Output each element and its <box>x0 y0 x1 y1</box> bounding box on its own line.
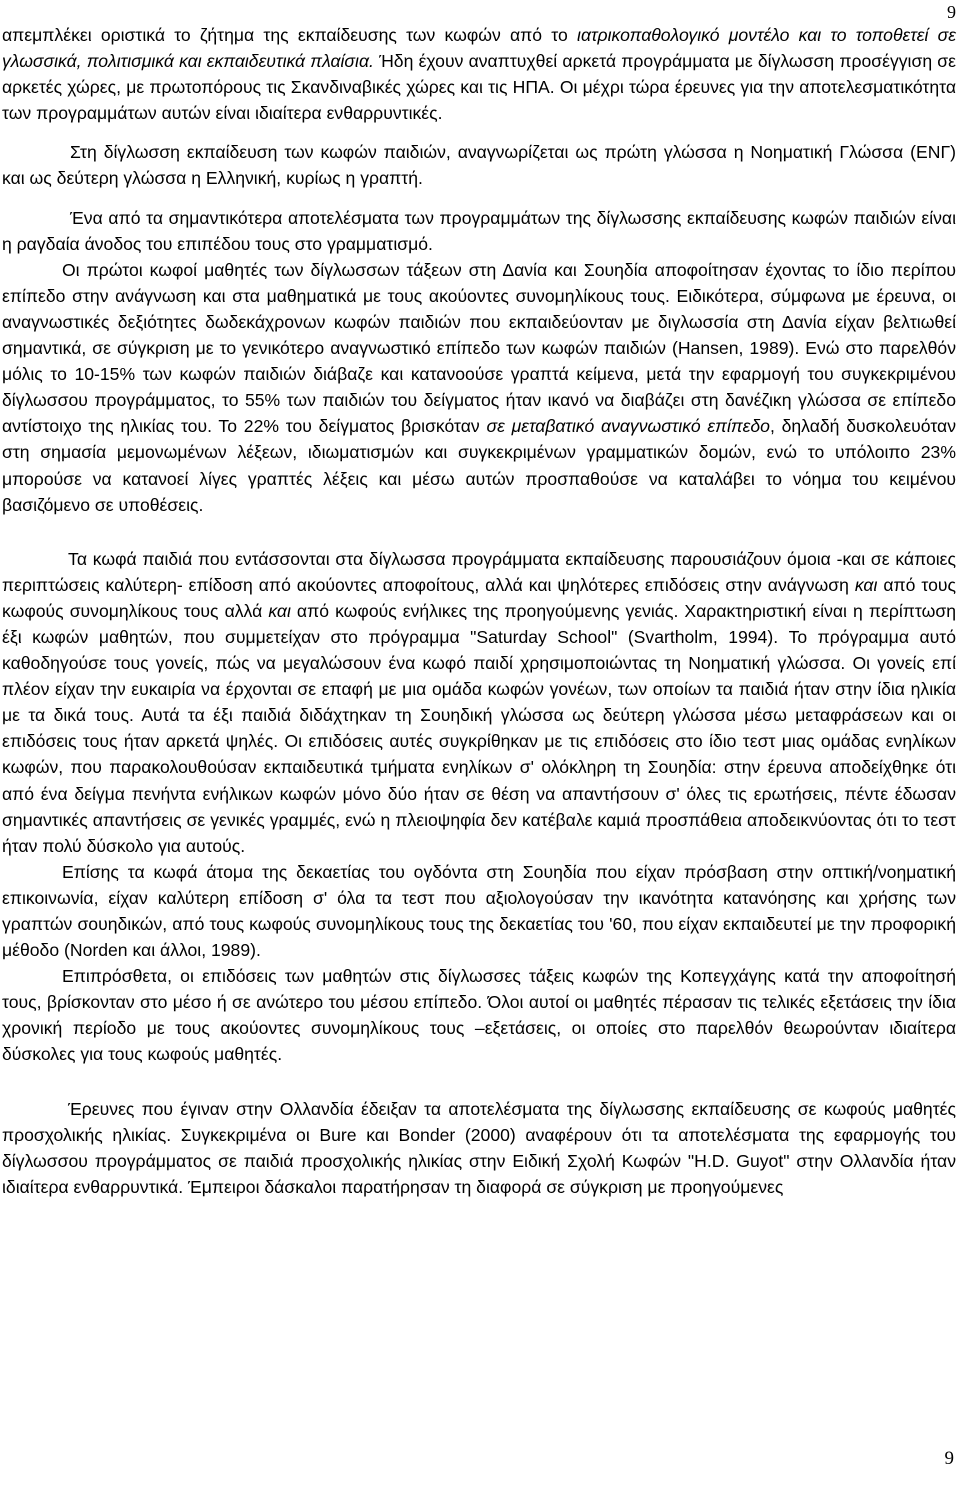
paragraph-5-text-c: από κωφούς ενήλικες της προηγούμενης γενιάς. Χαρακτηριστική είναι η περίπτωση έξι κωφών μαθητών, που συμμετείχαν στο πρόγραμμα "Saturday School" (Svartholm, 1994). Το πρόγραμμα αυτό καθοδηγούσε τους γονείς, πώς να μεγαλώσουν ένα κωφό παιδί χρησιμοποιώντας τη Νοηματική γλώσσα. Οι γονείς επί πλέον είχαν την ευκαιρία να έρχονται σε επαφή με μια ομάδα κωφών γονέων, των οποίων τα παιδιά ήταν στην ίδια ηλικία με τα δικά τους. Αυτά τα έξι παιδιά διδάχτηκαν τη Σουηδική γλώσσα ως δεύτερη γλώσσα μέσω μεταφράσεων και οι επιδόσεις τους ήταν αρκετά ψηλές. Οι επιδόσεις αυτές συγκρίθηκαν με τις επιδόσεις στο ίδιο τεστ μιας ομάδας ενηλίκων κωφών, που παρακολουθούσαν εκπαιδευτικά τμήματα ενηλίκων σ' ολόκληρη τη Σουηδία: στην έρευνα αποδείχθηκε ότι από ένα δείγμα πενήντα ενήλικων κωφών μόνο δύο ήταν σε θέση να απαντήσουν σ' όλες τις ερωτήσεις, πέντε έδωσαν σημαντικές απαντήσεις σε γενικές γραμμές, ενώ η πλειοψηφία δεν κατέβαλε καμιά προσπάθεια αποδεικνύοντας ότι το τεστ ήταν πολύ δύσκολο για αυτούς. <box>2 600 956 856</box>
paragraph-8: Έρευνες που έγιναν στην Ολλανδία έδειξαν τα αποτελέσματα της δίγλωσσης εκπαίδευσης σε κωφούς μαθητές προσχολικής ηλικίας. Συγκεκριμένα οι Bure και Bonder (2000) αναφέρουν ότι τα αποτελέσματα της εφαρμογής του δίγλωσσου προγράμματος σε παιδιά προσχολικής ηλικίας στην Ειδική Σχολή Κωφών "H.D. Guyot" στην Ολλανδία ήταν ιδιαίτερα ενθαρρυντικά. Έμπειροι δάσκαλοι παρατήρησαν τη διαφορά σε σύγκριση με προηγούμενες <box>2 1098 956 1197</box>
paragraph-5-text-a: Τα κωφά παιδιά που εντάσσονται στα δίγλωσσα προγράμματα εκπαίδευσης παρουσιάζουν όμοια -και σε κάποιες περιπτώσεις καλύτερη- επίδοση από ακούοντες αποφοίτους, αλλά και ψηλότερες επιδόσεις στην ανάγνωση <box>2 548 956 595</box>
page-number-top: 9 <box>947 2 956 22</box>
paragraph-5-text-b: από τους κωφούς συνομηλίκους τους αλλά <box>2 574 956 621</box>
paragraph-7: Επιπρόσθετα, οι επιδόσεις των μαθητών στις δίγλωσσες τάξεις κωφών της Κοπεγχάγης κατά την αποφοίτησή τους, βρίσκονταν στο μέσο ή σε ανώτερο του μέσου επίπεδο. Όλοι αυτοί οι μαθητές πέρασαν τις τελικές εξετάσεις την ίδια χρονική περίοδο με τους ακούοντες συνομηλίκους τους –εξετάσεις, οι οποίες στο παρελθόν θεωρούνταν ιδιαίτερα δύσκολες για τους κωφούς μαθητές. <box>2 966 956 1065</box>
paragraph-4-emphasis: σε μεταβατικό αναγνωστικό επίπεδο <box>486 416 770 437</box>
paragraph-5-emphasis-1: και <box>854 574 878 595</box>
paragraph-4-text-b: , δηλαδή δυσκολευόταν στη σημασία μεμονωμένων λέξεων, ιδιωματισμών και συγκεκριμένων γραμματικών δομών, ενώ το υπόλοιπο 23% μπορούσε να κατανοεί λίγες γραπτές λέξεις και μέσω αυτών προσπαθούσε να καταλάβει το νόημα του κειμένου βασιζόμενο σε υποθέσεις. <box>2 416 956 515</box>
paragraph-1 <box>2 22 956 126</box>
paragraph-5-emphasis-2: και <box>268 600 291 621</box>
paragraph-5 <box>2 546 956 859</box>
page-number-bottom: 9 <box>944 1448 954 1469</box>
paragraph-4 <box>2 257 956 518</box>
paragraph-1-text-a: απεμπλέκει οριστικά το ζήτημα της εκπαίδευσης των κωφών από το <box>2 25 578 45</box>
paragraph-2: Στη δίγλωσση εκπαίδευση των κωφών παιδιών, αναγνωρίζεται ως πρώτη γλώσσα η Νοηματική Γλώσσα (ΕΝΓ) και ως δεύτερη γλώσσα η Ελληνική, κυρίως η γραπτή. <box>2 142 956 189</box>
paragraph-1-text-b: Ήδη έχουν αναπτυχθεί αρκετά προγράμματα με δίγλωσση προσέγγιση σε αρκετές χώρες, με πρωτοπόρους τις Σκανδιναβικές χώρες και τις ΗΠΑ. Οι μέχρι τώρα έρευνες για την αποτελεσματικότητα των προγραμμάτων αυτών είναι ιδιαίτερα ενθαρρυντικές. <box>2 51 957 124</box>
paragraph-3: Ένα από τα σημαντικότερα αποτελέσματα των προγραμμάτων της δίγλωσσης εκπαίδευσης κωφών παιδιών είναι η ραγδαία άνοδος του επιπέδου τους στο γραμματισμό. <box>2 207 956 254</box>
paragraph-4-text-a: Οι πρώτοι κωφοί μαθητές των δίγλωσσων τάξεων στη Δανία και Σουηδία αποφοίτησαν έχοντας το ίδιο περίπου επίπεδο στην ανάγνωση και στα μαθηματικά με τους ακούοντες συνομηλίκους τους. Ειδικότερα, σύμφωνα με έρευνα, οι αναγνωστικές δεξιότητες δωδεκάχρονων κωφών παιδιών που εκπαιδεύονταν με διγλωσσία στη Δανία είχαν βελτιωθεί σημαντικά, σε σύγκριση με το γενικότερο αναγνωστικό επίπεδο των κωφών παιδιών (Hansen, 1989). Ενώ στο παρελθόν μόλις το 10-15% των κωφών παιδιών διάβαζε και κατανοούσε γραπτά κείμενα, μετά την εφαρμογή του συγκεκριμένου δίγλωσσου προγράμματος, το 55% των παιδιών του δείγματος ήταν ικανό να διαβάζει στη δανέζικη γλώσσα σε επίπεδο αντίστοιχο της ηλικίας του. Το 22% του δείγματος βρισκόταν <box>2 259 956 437</box>
paragraph-1-emphasis: ιατρικοπαθολογικό μοντέλο και το τοποθετεί σε γλωσσικά, πολιτισμικά και εκπαιδευτικά πλαίσια. <box>2 25 956 72</box>
paragraph-6: Επίσης τα κωφά άτομα της δεκαετίας του ογδόντα στη Σουηδία που είχαν πρόσβαση στην οπτική/νοηματική επικοινωνία, είχαν καλύτερη επίδοση σ' όλα τα τεστ που αξιολογούσαν την ικανότητα κατανόησης και χρήσης των γραπτών σουηδικών, από τους κωφούς συνομηλίκους τους της δεκαετίας του '60, που είχαν εκπαιδευτεί με την προφορική μέθοδο (Norden και άλλοι, 1989). <box>2 861 956 961</box>
document-body <box>2 22 956 1200</box>
